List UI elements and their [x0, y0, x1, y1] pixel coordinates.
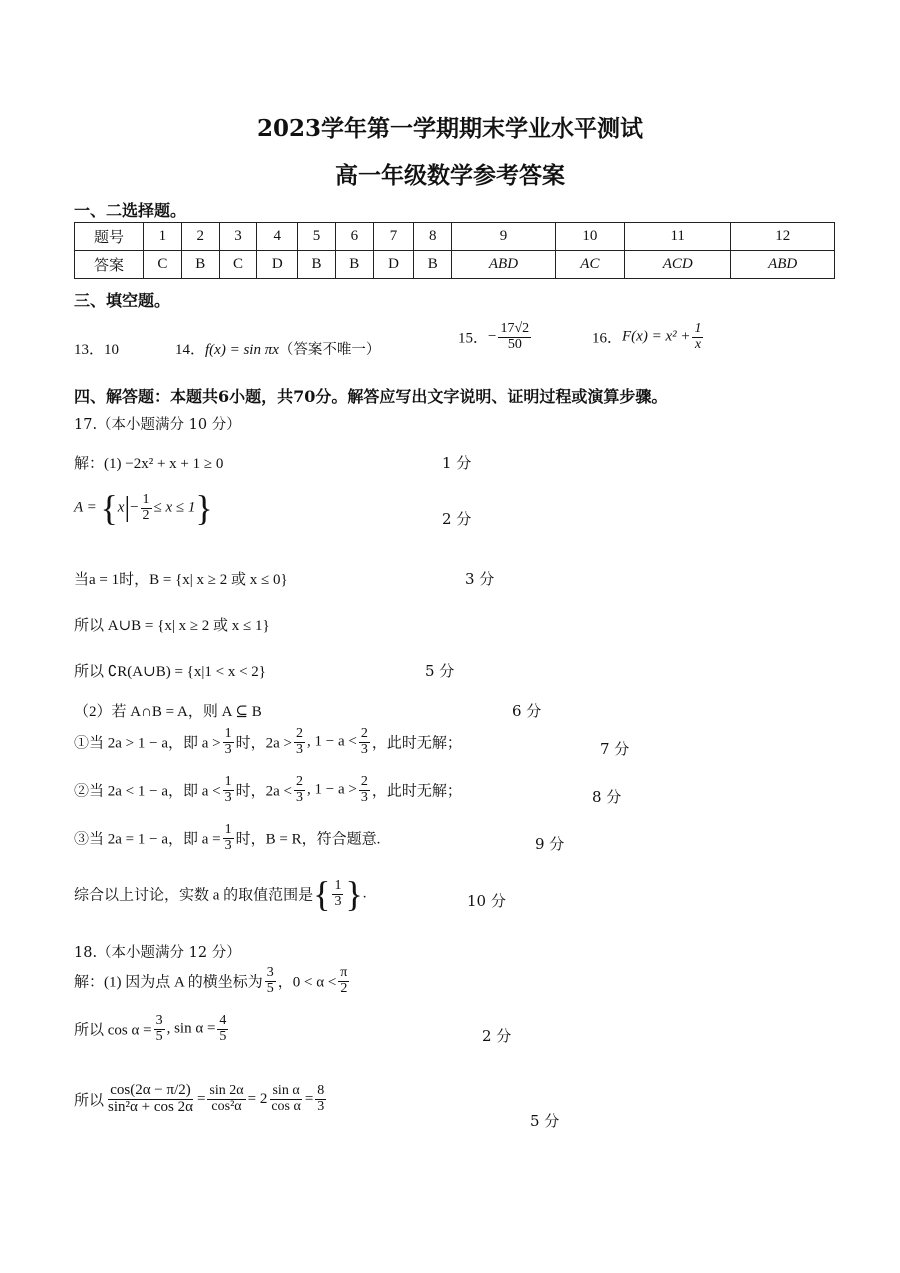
table-cell: AC — [555, 251, 624, 279]
table-cell: 2 — [181, 223, 219, 251]
fraction-denominator: 3 — [360, 741, 368, 757]
left-brace: { — [100, 488, 118, 528]
table-cell: B — [414, 251, 452, 279]
minus-sign: − — [488, 328, 497, 345]
math-text: ，此时无解； — [371, 735, 462, 752]
table-cell: 10 — [555, 223, 624, 251]
bar: | — [124, 492, 131, 523]
fraction-numerator: 8 — [317, 1083, 325, 1099]
fill-answer-13: 13．10 — [74, 342, 120, 358]
table-cell: ACD — [624, 251, 730, 279]
fraction-denominator: 2 — [142, 507, 150, 523]
page-title: 2023学年第一学期期末学业水平测试 — [256, 115, 643, 142]
table-cell: 3 — [219, 223, 257, 251]
math-text: − — [130, 499, 139, 516]
fraction-denominator: cos α — [271, 1098, 301, 1114]
fraction — [265, 966, 276, 996]
fraction — [359, 775, 370, 805]
score: 3 分 — [465, 570, 495, 588]
section-fill-heading: 三、填空题。 — [74, 291, 171, 310]
score: 5 分 — [530, 1112, 560, 1130]
score: 2 分 — [482, 1027, 512, 1045]
fraction-numerator: sin α — [272, 1083, 300, 1099]
table-cell: B — [335, 251, 373, 279]
math-text: 时，2a > — [235, 735, 292, 752]
table-header-answer: 答案 — [75, 251, 144, 279]
fraction-denominator: 3 — [334, 893, 342, 909]
p17-line-1: 解：(1) −2x² + x + 1 ≥ 0 — [74, 456, 224, 472]
fraction-numerator: 1 — [694, 321, 702, 336]
table-cell: 6 — [335, 223, 373, 251]
fraction-numerator: 2 — [360, 774, 368, 789]
math-text: , sin α = — [166, 1020, 216, 1037]
math-text: ，0 < α < — [277, 974, 337, 991]
table-header-number: 题号 — [75, 223, 144, 251]
fraction-denominator: 50 — [507, 336, 522, 352]
table-cell: D — [257, 251, 298, 279]
table-cell: C — [219, 251, 257, 279]
math-text: 时，2a < — [235, 783, 292, 800]
table-cell: 9 — [452, 223, 556, 251]
score: 2 分 — [442, 510, 472, 528]
fraction-numerator: 3 — [266, 965, 274, 980]
right-brace: } — [345, 874, 363, 914]
table-cell: 7 — [373, 223, 414, 251]
fraction-denominator: cos²α — [211, 1098, 242, 1114]
fraction-numerator: 4 — [219, 1013, 227, 1028]
score: 6 分 — [512, 702, 542, 720]
table-cell: 12 — [731, 223, 835, 251]
fraction-denominator: 3 — [317, 1098, 325, 1114]
math-text: ③当 2a = 1 − a，即 a = — [74, 831, 221, 848]
fraction — [106, 1083, 195, 1116]
fraction-denominator: 3 — [224, 789, 232, 805]
fill-answer-16 — [592, 322, 705, 352]
fraction — [294, 727, 305, 757]
fraction-denominator: 5 — [219, 1028, 227, 1044]
score: 5 分 — [425, 662, 455, 680]
p17-conclusion — [74, 876, 366, 912]
fraction — [294, 775, 305, 805]
fraction-numerator: 1 — [224, 774, 232, 789]
fraction-numerator: 3 — [155, 1013, 163, 1028]
math-text: = — [304, 1090, 314, 1107]
fraction-numerator: 1 — [142, 491, 150, 507]
table-row-answers — [75, 251, 835, 279]
problem-18-header: 18.（本小题满分 12 分） — [74, 945, 241, 961]
table-cell: 4 — [257, 223, 298, 251]
table-row-numbers — [75, 223, 835, 251]
math-text: , 1 − a < — [306, 733, 357, 750]
math-expression: F(x) = x² + — [622, 328, 691, 345]
p18-line-1 — [74, 966, 351, 996]
section-solution-heading: 四、解答题：本题共6小题，共70分。解答应写出文字说明、证明过程或演算步骤。 — [74, 387, 668, 406]
fraction-numerator: 2 — [360, 726, 368, 741]
score: 9 分 — [535, 835, 565, 853]
p18-line-3 — [74, 1083, 328, 1116]
fraction-numerator: 1 — [334, 877, 342, 893]
fill-answer-15 — [458, 322, 533, 352]
fraction — [269, 1084, 303, 1114]
fill-answer-14 — [175, 338, 380, 359]
left-brace: { — [313, 874, 331, 914]
page-subtitle: 高一年级数学参考答案 — [335, 162, 565, 189]
score: 8 分 — [592, 788, 622, 806]
p17-line-4: 所以 A∪B = {x| x ≥ 2 或 x ≤ 1} — [74, 618, 270, 634]
p17-case-3 — [74, 823, 380, 853]
math-text: 所以 — [74, 1092, 105, 1109]
fraction — [359, 727, 370, 757]
math-text: 时，B = R，符合题意. — [235, 831, 381, 848]
fill-note: （答案不唯一） — [278, 342, 381, 358]
p17-line-3: 当a = 1时，B = {x| x ≥ 2 或 x ≤ 0} — [74, 572, 288, 588]
math-text: ①当 2a > 1 − a，即 a > — [74, 735, 221, 752]
fraction-denominator: 5 — [266, 980, 274, 996]
fraction — [315, 1084, 326, 1114]
fraction-denominator: 3 — [295, 789, 303, 805]
fraction-numerator: sin 2α — [209, 1083, 244, 1099]
table-cell: ABD — [452, 251, 556, 279]
fraction — [223, 727, 234, 757]
fraction — [207, 1084, 245, 1114]
math-text: A = — [74, 499, 101, 516]
fraction-numerator: 17√2 — [500, 321, 530, 336]
math-text: ≤ x ≤ 1 — [153, 499, 196, 516]
p17-line-5: 所以 ∁R(A∪B) = {x|1 < x < 2} — [74, 664, 266, 680]
fraction — [154, 1014, 165, 1044]
fraction-numerator: 1 — [224, 822, 232, 837]
fill-label: 15． — [458, 330, 489, 347]
answer-table — [74, 222, 835, 279]
p17-case-2 — [74, 775, 462, 805]
math-text: . — [362, 885, 367, 902]
fraction-denominator: 3 — [295, 741, 303, 757]
section-choice-heading: 一、二选择题。 — [74, 201, 187, 220]
fill-label: 14． — [175, 342, 206, 358]
table-cell: ABD — [731, 251, 835, 279]
fraction-numerator: π — [340, 965, 348, 980]
math-text: , 1 − a > — [306, 781, 357, 798]
table-cell: B — [181, 251, 219, 279]
fraction-denominator: 3 — [224, 741, 232, 757]
math-text: x — [117, 499, 125, 516]
math-text: = 2 — [247, 1090, 268, 1107]
fraction-numerator: 2 — [295, 726, 303, 741]
p17-line-2 — [74, 490, 213, 526]
fraction-denominator: 5 — [155, 1028, 163, 1044]
score: 7 分 — [600, 740, 630, 758]
score: 1 分 — [442, 454, 472, 472]
fraction-numerator: 1 — [224, 726, 232, 741]
score: 10 分 — [467, 892, 506, 910]
p18-line-2 — [74, 1014, 230, 1044]
table-cell: C — [144, 251, 182, 279]
fraction — [332, 879, 343, 909]
math-text: 综合以上讨论，实数 a 的取值范围是 — [74, 887, 314, 904]
problem-17-header: 17.（本小题满分 10 分） — [74, 417, 241, 433]
math-expression: f(x) = sin πx — [205, 342, 279, 358]
math-text: = — [196, 1090, 206, 1107]
table-cell: 5 — [298, 223, 336, 251]
fraction-denominator: x — [694, 336, 702, 352]
fraction — [223, 775, 234, 805]
table-cell: 8 — [414, 223, 452, 251]
fraction — [498, 322, 531, 352]
table-cell: B — [298, 251, 336, 279]
fraction-denominator: 3 — [224, 837, 232, 853]
p17-case-1 — [74, 727, 462, 757]
table-cell: D — [373, 251, 414, 279]
fraction-denominator: 3 — [360, 789, 368, 805]
fraction-denominator: 2 — [340, 980, 348, 996]
fraction — [223, 823, 234, 853]
math-text: ，此时无解； — [371, 783, 462, 800]
p17-line-6: （2）若 A∩B = A，则 A ⊆ B — [74, 704, 262, 720]
fill-label: 16． — [592, 330, 623, 347]
fraction — [141, 493, 152, 523]
fraction — [338, 966, 349, 996]
fraction — [692, 322, 703, 352]
table-cell: 11 — [624, 223, 730, 251]
table-cell: 1 — [144, 223, 182, 251]
fraction-denominator: sin²α + cos 2α — [108, 1098, 193, 1115]
math-text: 所以 cos α = — [74, 1022, 152, 1039]
math-text: 解：(1) 因为点 A 的横坐标为 — [74, 974, 263, 991]
fraction-numerator: 2 — [295, 774, 303, 789]
right-brace: } — [195, 488, 213, 528]
fraction — [217, 1014, 228, 1044]
fraction-numerator: cos(2α − π/2) — [110, 1082, 191, 1098]
math-text: ②当 2a < 1 − a，即 a < — [74, 783, 221, 800]
